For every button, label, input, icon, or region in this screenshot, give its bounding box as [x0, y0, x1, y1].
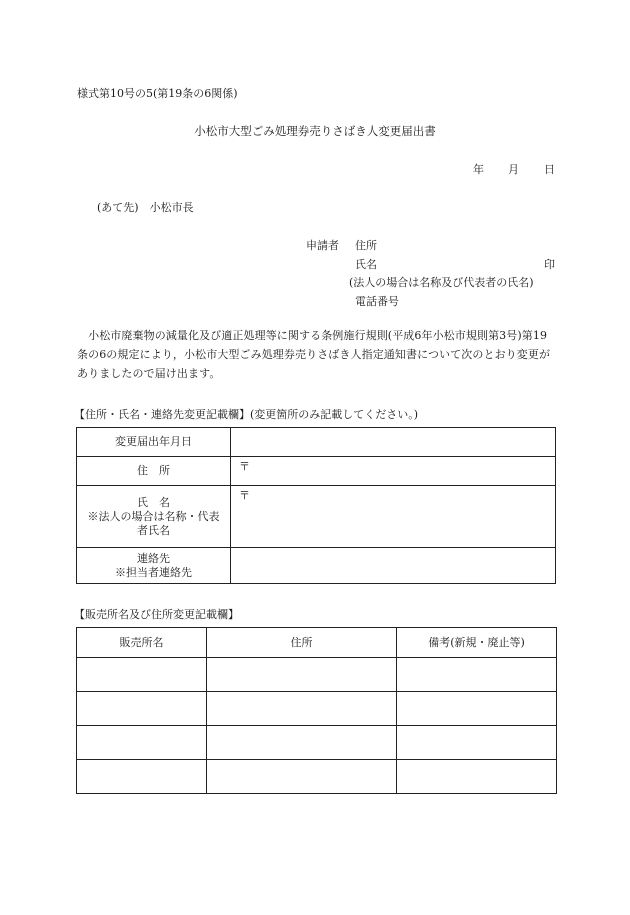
corporation-note: (法人の場合は名称及び代表者の氏名) [349, 276, 534, 289]
shop-address-cell[interactable] [207, 658, 397, 692]
column-header-shop-name: 販売所名 [77, 628, 207, 658]
applicant-name-label: 氏名 [355, 258, 377, 271]
table-row [77, 692, 557, 726]
shop-remarks-cell[interactable] [397, 726, 557, 760]
applicant-address-label: 住所 [355, 239, 377, 252]
table-row [77, 486, 556, 548]
shop-name-cell[interactable] [77, 658, 207, 692]
row-label [77, 486, 231, 548]
form-number: 様式第10号の5(第19条の6関係) [77, 87, 238, 100]
contact-label-line2: ※担当者連絡先 [115, 565, 192, 579]
shop-name-cell[interactable] [77, 726, 207, 760]
column-header-address: 住所 [207, 628, 397, 658]
table-header-row [77, 628, 557, 658]
document-title: 小松市大型ごみ処理券売りさばき人変更届出書 [194, 124, 436, 138]
name-label-line2: ※法人の場合は名称・代表 [87, 509, 220, 523]
name-label-line1: 氏 名 [137, 495, 170, 509]
change-section-heading: 【住所・氏名・連絡先変更記載欄】(変更箇所のみ記載してください。) [74, 408, 419, 421]
contact-field[interactable] [231, 548, 556, 584]
row-label: 住 所 [77, 457, 231, 486]
shop-name-cell[interactable] [77, 692, 207, 726]
phone-label: 電話番号 [355, 295, 399, 308]
shop-address-cell[interactable] [207, 760, 397, 794]
addressee: (あて先) 小松市長 [97, 201, 194, 214]
shop-change-table [76, 627, 557, 794]
date-day-label: 日 [544, 163, 555, 176]
shop-address-cell[interactable] [207, 692, 397, 726]
shop-remarks-cell[interactable] [397, 760, 557, 794]
seal-mark: 印 [544, 258, 555, 271]
contact-label-line1: 連絡先 [137, 551, 170, 565]
change-details-table [76, 427, 556, 584]
date-year-label: 年 [473, 163, 484, 176]
address-field[interactable]: 〒 [231, 457, 556, 486]
table-row [77, 658, 557, 692]
date-month-label: 月 [508, 163, 519, 176]
shop-name-cell[interactable] [77, 760, 207, 794]
row-label: 変更届出年月日 [77, 428, 231, 457]
change-date-field[interactable] [231, 428, 556, 457]
column-header-remarks: 備考(新規・廃止等) [397, 628, 557, 658]
name-field[interactable]: 〒 [231, 486, 556, 548]
table-row [77, 428, 556, 457]
row-label [77, 548, 231, 584]
shop-remarks-cell[interactable] [397, 658, 557, 692]
shop-address-cell[interactable] [207, 726, 397, 760]
table-row [77, 548, 556, 584]
table-row [77, 457, 556, 486]
shop-section-heading: 【販売所名及び住所変更記載欄】 [74, 608, 239, 621]
table-row [77, 760, 557, 794]
applicant-label: 申請者 [306, 239, 339, 252]
table-row [77, 726, 557, 760]
name-label-line3: 者氏名 [137, 523, 170, 537]
body-paragraph: 小松市廃棄物の減量化及び適正処理等に関する条例施行規則(平成6年小松市規則第3号)第19条の6の規定により，小松市大型ごみ処理券売りさばき人指定通知書について次のとおり変更がありましたので届け出ます。 [77, 329, 551, 380]
shop-remarks-cell[interactable] [397, 692, 557, 726]
